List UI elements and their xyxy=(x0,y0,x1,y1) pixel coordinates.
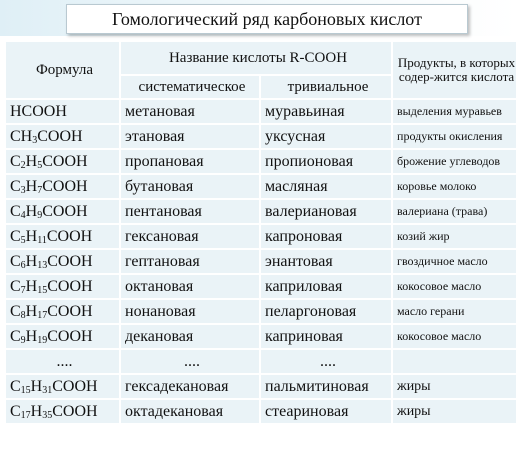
table-row xyxy=(6,275,516,298)
table-body xyxy=(6,100,516,423)
systematic-name-cell: гексадекановая xyxy=(121,375,259,398)
table-row xyxy=(6,325,516,348)
trivial-name-cell: капроновая xyxy=(261,225,391,248)
products-cell: козий жир xyxy=(393,225,516,248)
formula-cell: $C_6H_{13}COOH$ xyxy=(6,250,119,273)
trivial-name-cell: .... xyxy=(261,350,391,373)
trivial-name-cell: муравьиная xyxy=(261,100,391,123)
trivial-name-cell: уксусная xyxy=(261,125,391,148)
formula-cell: $C_{17}H_{35}COOH$ xyxy=(6,400,119,423)
table-row xyxy=(6,100,516,123)
systematic-name-cell: октадекановая xyxy=(121,400,259,423)
formula-cell: $C_2H_5COOH$ xyxy=(6,150,119,173)
table-row xyxy=(6,150,516,173)
products-cell: брожение углеводов xyxy=(393,150,516,173)
systematic-name-cell: этановая xyxy=(121,125,259,148)
systematic-name-cell: .... xyxy=(121,350,259,373)
systematic-name-cell: бутановая xyxy=(121,175,259,198)
systematic-name-cell: декановая xyxy=(121,325,259,348)
header-formula: Формула xyxy=(6,42,119,98)
products-cell: выделения муравьев xyxy=(393,100,516,123)
header-row xyxy=(6,42,516,74)
formula-cell: $CH_3COOH$ xyxy=(6,125,119,148)
products-cell: масло герани xyxy=(393,300,516,323)
trivial-name-cell: пеларгоновая xyxy=(261,300,391,323)
table-row xyxy=(6,300,516,323)
formula-cell: $C_9H_{19}COOH$ xyxy=(6,325,119,348)
systematic-name-cell: метановая xyxy=(121,100,259,123)
products-cell: продукты окисления xyxy=(393,125,516,148)
trivial-name-cell: энантовая xyxy=(261,250,391,273)
formula-cell: $C_8H_{17}COOH$ xyxy=(6,300,119,323)
systematic-name-cell: гептановая xyxy=(121,250,259,273)
formula-cell: $C_5H_{11}COOH$ xyxy=(6,225,119,248)
trivial-name-cell: каприловая xyxy=(261,275,391,298)
formula-cell: $C_3H_7COOH$ xyxy=(6,175,119,198)
acids-table xyxy=(4,40,518,425)
header-name: Название кислоты R-COOH xyxy=(121,42,391,74)
systematic-name-cell: гексановая xyxy=(121,225,259,248)
table-row xyxy=(6,175,516,198)
formula-cell: $C_{15}H_{31}COOH$ xyxy=(6,375,119,398)
systematic-name-cell: пентановая xyxy=(121,200,259,223)
systematic-name-cell: нонановая xyxy=(121,300,259,323)
header-systematic: систематическое xyxy=(121,76,259,98)
table-row xyxy=(6,125,516,148)
table-row xyxy=(6,350,516,373)
systematic-name-cell: пропановая xyxy=(121,150,259,173)
table-row xyxy=(6,200,516,223)
table-row xyxy=(6,225,516,248)
header-trivial: тривиальное xyxy=(261,76,391,98)
page-title: Гомологический ряд карбоновых кислот xyxy=(66,4,468,34)
trivial-name-cell: каприновая xyxy=(261,325,391,348)
trivial-name-cell: валериановая xyxy=(261,200,391,223)
systematic-name-cell: октановая xyxy=(121,275,259,298)
products-cell: кокосовое масло xyxy=(393,275,516,298)
products-cell: жиры xyxy=(393,375,516,398)
products-cell xyxy=(393,350,516,373)
products-cell: гвоздичное масло xyxy=(393,250,516,273)
trivial-name-cell: пропионовая xyxy=(261,150,391,173)
formula-cell: .... xyxy=(6,350,119,373)
formula-cell: $C_4H_9COOH$ xyxy=(6,200,119,223)
products-cell: коровье молоко xyxy=(393,175,516,198)
table-row xyxy=(6,375,516,398)
trivial-name-cell: пальмитиновая xyxy=(261,375,391,398)
formula-cell: $C_7H_{15}COOH$ xyxy=(6,275,119,298)
products-cell: жиры xyxy=(393,400,516,423)
table-row xyxy=(6,250,516,273)
products-cell: кокосовое масло xyxy=(393,325,516,348)
trivial-name-cell: стеариновая xyxy=(261,400,391,423)
header-products: Продукты, в которых содер-жится кислота xyxy=(393,42,516,98)
formula-cell: HCOOH xyxy=(6,100,119,123)
table-row xyxy=(6,400,516,423)
products-cell: валериана (трава) xyxy=(393,200,516,223)
trivial-name-cell: масляная xyxy=(261,175,391,198)
